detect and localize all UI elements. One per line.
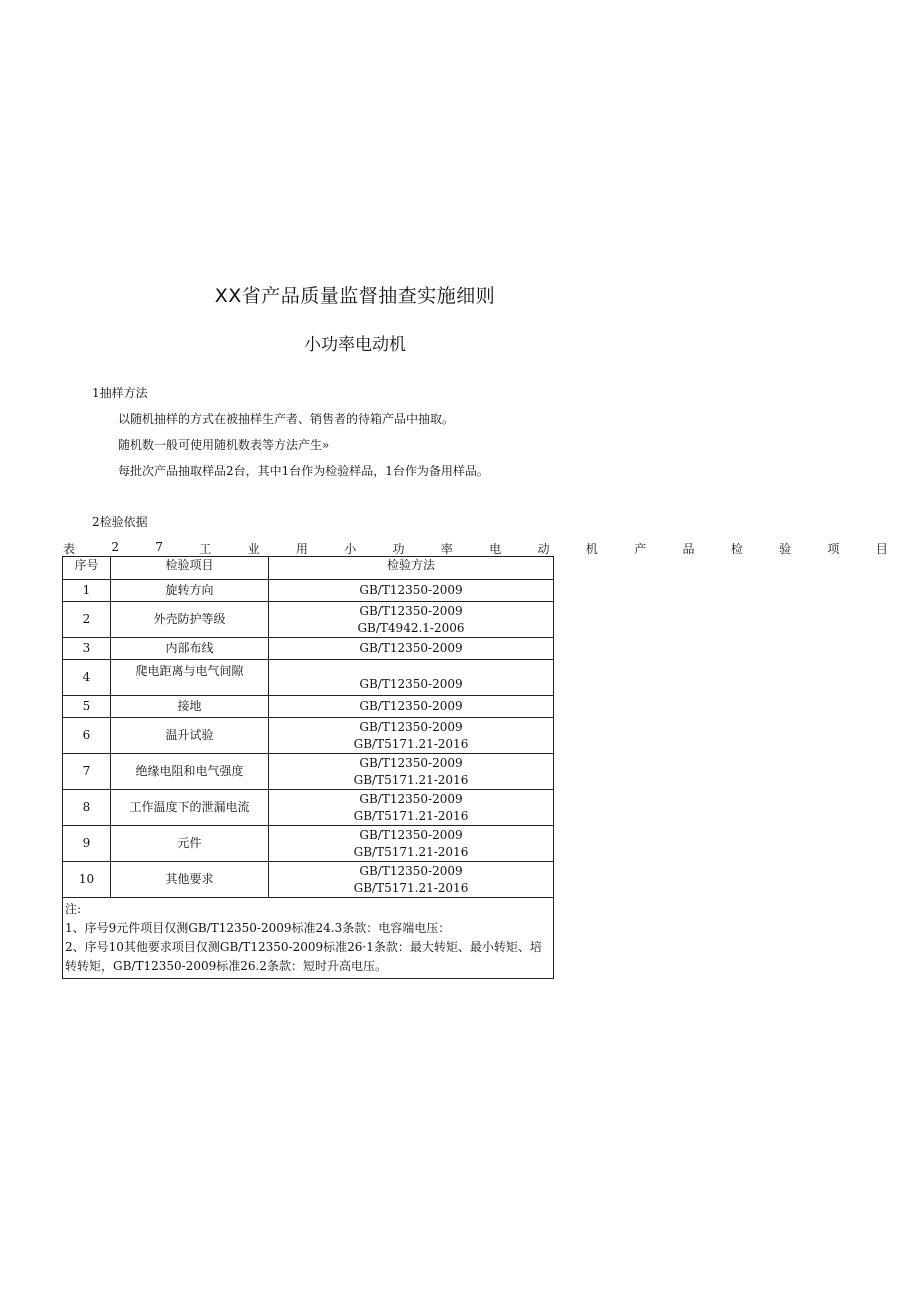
method-standard: GB/T5171.21-2016 xyxy=(353,736,469,751)
caption-char: 用 xyxy=(295,542,308,556)
paragraph-line: 每批次产品抽取样品2台，其中1台作为检验样品，1台作为备用样品。 xyxy=(118,464,489,478)
method-standard: GB/T12350-2009 xyxy=(359,863,463,878)
table-row xyxy=(63,638,554,660)
caption-char: 品 xyxy=(682,542,695,556)
cell-item: 内部布线 xyxy=(111,638,269,660)
caption-char: 小 xyxy=(344,542,357,556)
notes-row xyxy=(63,898,554,979)
cell-method xyxy=(269,862,554,898)
caption-char: 机 xyxy=(585,542,598,556)
cell-no: 10 xyxy=(63,862,111,898)
method-standard: GB/T12350-2009 xyxy=(359,699,463,713)
caption-char: 目 xyxy=(875,542,888,556)
notes-cell xyxy=(63,898,554,979)
table-row xyxy=(63,718,554,754)
method-standard: GB/T12350-2009 xyxy=(359,603,463,618)
cell-method xyxy=(269,696,554,718)
caption-char: 产 xyxy=(634,542,647,556)
method-standard: GB/T12350-2009 xyxy=(359,755,463,770)
table-header-row xyxy=(63,557,554,580)
cell-method xyxy=(269,754,554,790)
cell-no: 9 xyxy=(63,826,111,862)
cell-item: 绝缘电阻和电气强度 xyxy=(111,754,269,790)
table-row xyxy=(63,754,554,790)
table-row xyxy=(63,826,554,862)
header-no: 序号 xyxy=(63,557,111,580)
table-row xyxy=(63,862,554,898)
inspection-items-table xyxy=(62,556,554,979)
cell-method xyxy=(269,660,554,696)
method-standard: GB/T5171.21-2016 xyxy=(353,844,469,859)
cell-method xyxy=(269,602,554,638)
cell-item: 旋转方向 xyxy=(111,580,269,602)
method-standard: GB/T12350-2009 xyxy=(359,827,463,842)
cell-item: 温升试验 xyxy=(111,718,269,754)
document-subtitle: 小功率电动机 xyxy=(304,335,406,355)
table-row xyxy=(63,602,554,638)
cell-method xyxy=(269,826,554,862)
table-caption xyxy=(63,540,888,557)
caption-char: 项 xyxy=(827,542,840,556)
cell-no: 7 xyxy=(63,754,111,790)
cell-method xyxy=(269,790,554,826)
caption-char: 电 xyxy=(489,542,502,556)
method-standard: GB/T12350-2009 xyxy=(359,719,463,734)
method-standard: GB/T5171.21-2016 xyxy=(353,808,469,823)
cell-no: 3 xyxy=(63,638,111,660)
note-1: 1、序号9元件项目仅测GB/T12350-2009标准24.3条款：电容端电压： xyxy=(65,921,451,935)
section-heading-basis: 2检验依据 xyxy=(92,515,148,529)
caption-char: 2 xyxy=(111,540,119,554)
header-item: 检验项目 xyxy=(111,557,269,580)
method-standard: GB/T12350-2009 xyxy=(359,677,463,691)
caption-char: 7 xyxy=(155,540,163,554)
note-2: 2、序号10其他要求项目仅测GB/T12350-2009标准26·1条款：最大转矩、最小转矩、培转转矩，GB/T12350-2009标准26.2条款：短时升高电压。 xyxy=(65,940,542,973)
method-standard: GB/T5171.21-2016 xyxy=(353,880,469,895)
notes-label: 注: xyxy=(65,902,82,916)
cell-no: 6 xyxy=(63,718,111,754)
method-standard: GB/T12350-2009 xyxy=(359,791,463,806)
cell-item: 爬电距离与电气间隙 xyxy=(111,660,269,696)
table-row xyxy=(63,660,554,696)
table-row xyxy=(63,696,554,718)
cell-item: 外壳防护等级 xyxy=(111,602,269,638)
cell-no: 8 xyxy=(63,790,111,826)
cell-method xyxy=(269,718,554,754)
cell-method xyxy=(269,638,554,660)
paragraph-line: 随机数一般可使用随机数表等方法产生» xyxy=(118,438,330,452)
table-row xyxy=(63,580,554,602)
document-title: XX省产品质量监督抽查实施细则 xyxy=(214,285,496,307)
method-standard: GB/T5171.21-2016 xyxy=(353,772,469,787)
caption-char: 功 xyxy=(392,542,405,556)
method-standard: GB/T12350-2009 xyxy=(359,641,463,655)
caption-char: 检 xyxy=(730,542,743,556)
caption-char: 表 xyxy=(63,542,76,556)
table-row xyxy=(63,790,554,826)
method-standard: GB/T12350-2009 xyxy=(359,583,463,597)
method-standard: GB/T4942.1-2006 xyxy=(357,620,465,635)
section-heading-sampling: 1抽样方法 xyxy=(92,386,148,400)
cell-item: 工作温度下的泄漏电流 xyxy=(111,790,269,826)
cell-no: 4 xyxy=(63,660,111,696)
caption-char: 率 xyxy=(440,542,453,556)
caption-char: 业 xyxy=(247,542,260,556)
cell-method xyxy=(269,580,554,602)
caption-char: 动 xyxy=(537,542,550,556)
cell-item: 元件 xyxy=(111,826,269,862)
caption-char: 验 xyxy=(779,542,792,556)
paragraph-line: 以随机抽样的方式在被抽样生产者、销售者的待箱产品中抽取。 xyxy=(118,412,455,426)
cell-no: 2 xyxy=(63,602,111,638)
cell-item: 其他要求 xyxy=(111,862,269,898)
caption-char: 工 xyxy=(199,542,212,556)
cell-item: 接地 xyxy=(111,696,269,718)
header-method: 检验方法 xyxy=(269,557,554,580)
cell-no: 1 xyxy=(63,580,111,602)
cell-no: 5 xyxy=(63,696,111,718)
